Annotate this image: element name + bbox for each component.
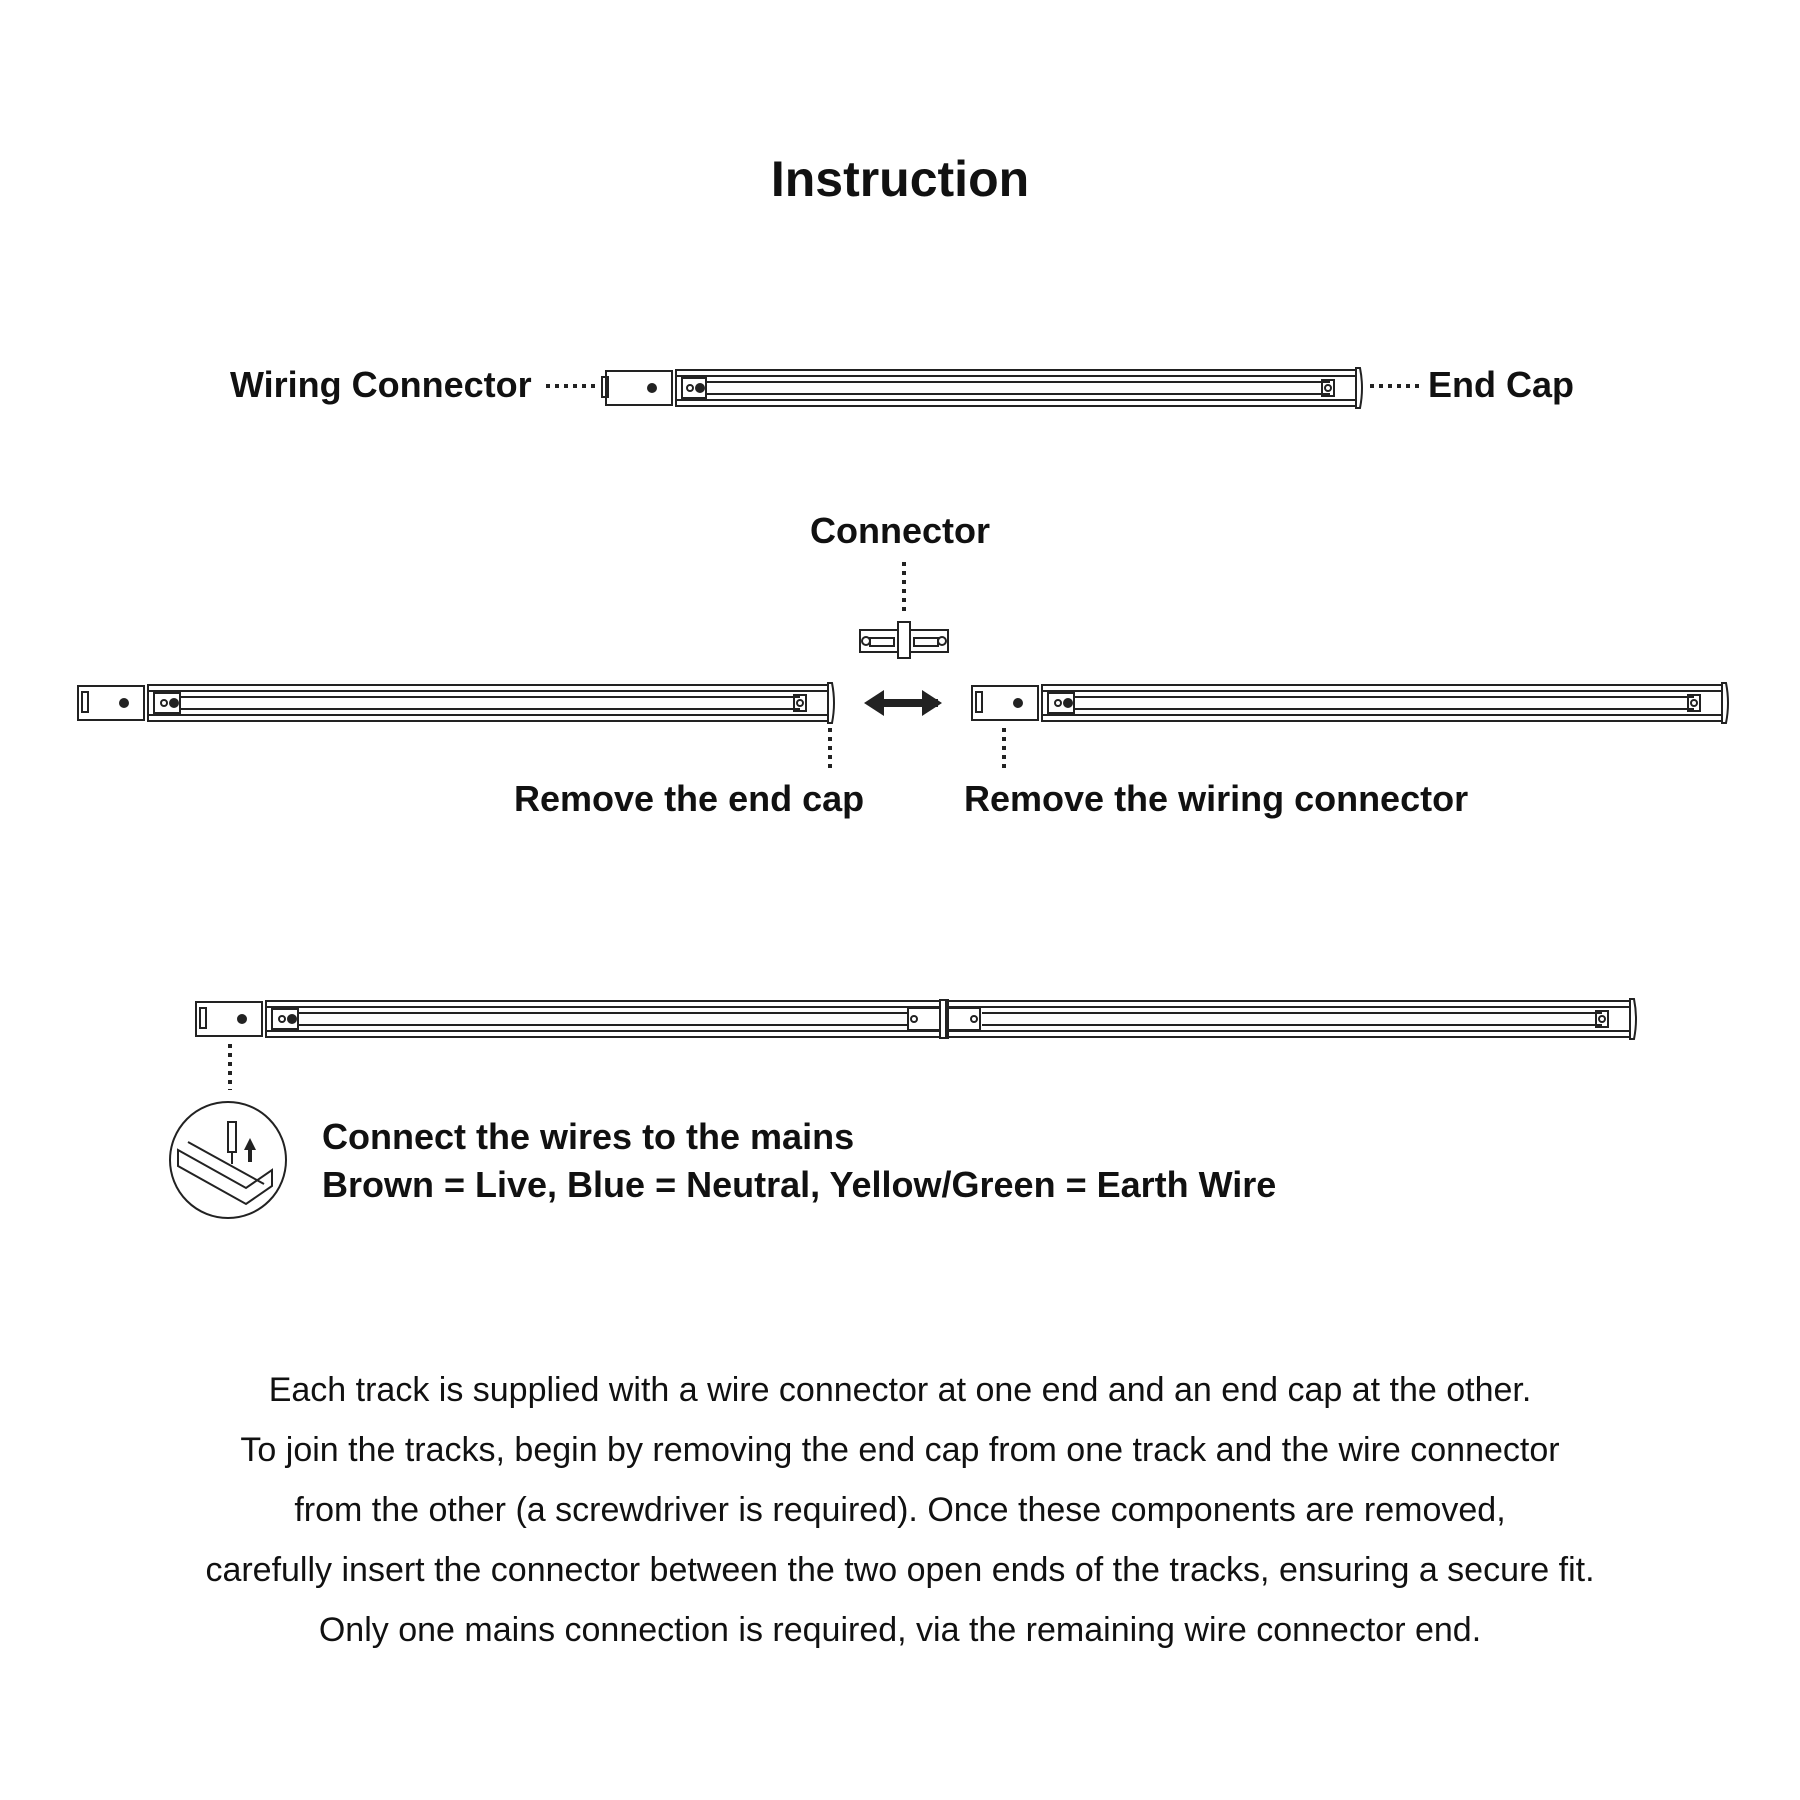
top-track-assembly — [546, 368, 1422, 408]
paragraph-line: Only one mains connection is required, via the remaining wire connector end. — [318, 1611, 1482, 1649]
paragraph-line: Each track is supplied with a wire connector at one end and an end cap at the other. — [268, 1371, 1532, 1409]
end-cap-icon — [1356, 368, 1362, 408]
label-wiring-connector: Wiring Connector — [230, 364, 532, 405]
label-end-cap: End Cap — [1428, 364, 1575, 405]
label-wire-colours: Brown = Live, Blue = Neutral, Yellow/Green = Earth Wire — [322, 1164, 1277, 1205]
double-arrow-icon — [864, 690, 942, 716]
paragraph-line: To join the tracks, begin by removing the end cap from one track and the wire connector — [240, 1431, 1560, 1469]
track-rail-icon — [676, 370, 1356, 406]
label-connect-mains: Connect the wires to the mains — [322, 1116, 855, 1157]
paragraph-line: from the other (a screwdriver is required). Once these components are removed, — [294, 1491, 1506, 1529]
label-remove-wiring-connector: Remove the wiring connector — [964, 778, 1469, 819]
paragraph-line: carefully insert the connector between the two open ends of the tracks, ensuring a secure fit. — [205, 1551, 1595, 1589]
label-connector: Connector — [810, 510, 990, 551]
joined-track — [196, 999, 1636, 1090]
screwdriver-detail-icon — [170, 1102, 286, 1218]
wiring-connector-icon — [602, 371, 672, 405]
middle-right-track — [972, 683, 1728, 772]
label-remove-end-cap: Remove the end cap — [514, 778, 865, 819]
page-title: Instruction — [770, 151, 1030, 207]
instruction-paragraph — [0, 1360, 1800, 1660]
track-connector-icon — [860, 562, 948, 658]
middle-left-track — [78, 683, 834, 772]
